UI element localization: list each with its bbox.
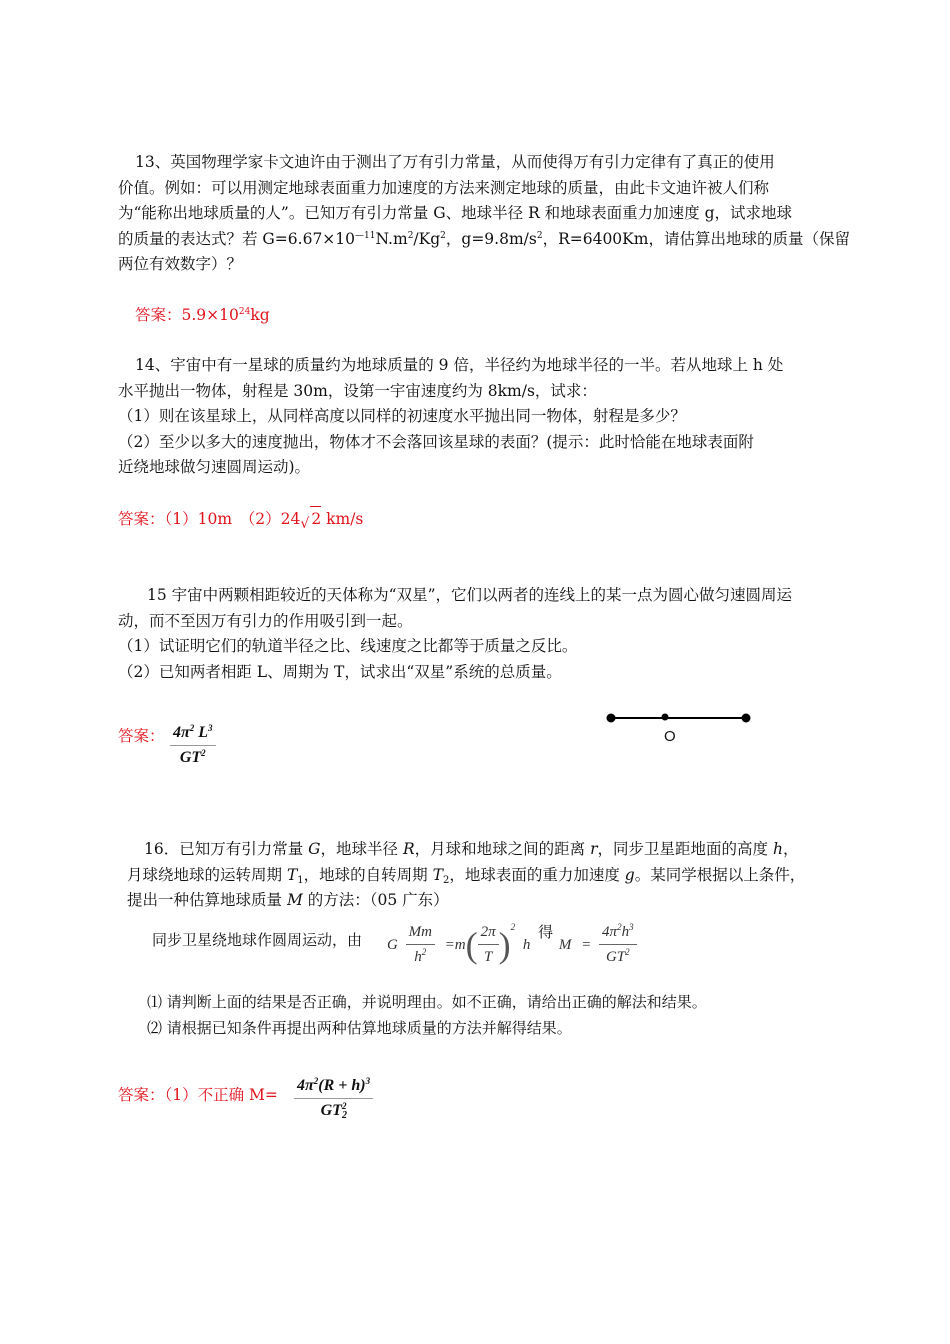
q13-line-3: 为“能称出地球质量的人”。已知万有引力常量 G、地球半径 R 和地球表面重力加速度 g，试求地球 [118,204,793,222]
q16-subquestions [147,990,707,1041]
q14-line-1: 14、宇宙中有一星球的质量约为地球质量的 9 倍，半径约为地球半径的一半。若从地球上 h 处 [135,356,784,374]
q13-line-1: 13、英国物理学家卡文迪许由于测出了万有引力常量，从而使得万有引力定律有了真正的使用 [135,153,775,171]
q13-line-2: 价值。例如：可以用测定地球表面重力加速度的方法来测定地球的质量，由此卡文迪许被人们称 [118,178,770,197]
question-14 [118,353,783,481]
question-15 [118,583,792,685]
q13-answer [135,303,270,329]
q15-line-4: （2）已知两者相距 L、周期为 T，试求出“双星”系统的总质量。 [118,662,562,681]
q14-line-3: （1）则在该星球上，从同样高度以同样的初速度水平抛出同一物体，射程是多少？ [118,407,686,425]
star-right [742,714,751,723]
q16-answer-fraction: $\frac{4\pi^2(R + h)^3}{GT_2^2}$ [294,1076,373,1121]
q16-method: 同步卫星绕地球作圆周运动，由 [152,931,363,949]
q16-answer: 答案：（1）不正确 M= [118,1086,278,1104]
q13-answer-value: $5.9\times 10^{24}kg$ [181,306,270,324]
q16-line-1: 16．已知万有引力常量 G，地球半径 R，月球和地球之间的距离 r，同步卫星距地面的高度 h， [144,840,799,858]
star-left [607,714,616,723]
q13-line-4: 的质量的表达式？若 $G=6.67\times 10^{—11}N.m^2/Kg^2$，$g=9.8m/s^2$，R=6400Km，请估算出地球的质量（保留 [118,229,850,248]
sqrt-symbol: √ [300,516,310,532]
q16-line-3: 提出一种估算地球质量 M 的方法：（05 广东） [127,891,449,909]
q15-answer-label: 答案： [118,727,165,745]
answer-label: 答案： [118,1086,165,1104]
q15-line-2: 动，而不至因万有引力的作用吸引到一起。 [118,611,413,630]
binary-star-diagram [600,705,760,750]
q15-answer-fraction: $\frac{4\pi^2 L^3}{GT^2}$ [170,723,216,768]
q14-answer: 答案：（1）10m （2）24√ 2 km/s [118,506,363,534]
answer-label: 答案： [135,306,182,324]
diagram-label-o: O [664,728,676,745]
q14-line-2: 水平抛出一物体，射程是 30m，设第一宇宙速度约为 8km/s，试求： [118,381,597,400]
q16-sub-2: ⑵ 请根据已知条件再提出两种估算地球质量的方法并解得结果。 [147,1018,572,1037]
q16-line-2: 月球绕地球的运转周期 $T_1$，地球的自转周期 $T_2$，地球表面的重力加速度 g。某同学根据以上条件， [127,865,806,886]
q16-method-equation: G $\frac{Mm}{h^2}$ =m( $\frac{2\pi}{T}$ )$^2$ h 得 M = $\frac{4\pi^2h^3}{GT^2}$ [387,922,637,978]
question-16 [127,837,805,914]
q13-line-5: 两位有效数字）？ [118,255,243,273]
answer-label: 答案： [118,510,165,528]
q14-line-5: 近绕地球做匀速圆周运动)。 [118,458,311,476]
q15-line-3: （1）试证明它们的轨道半径之比、线速度之比都等于质量之反比。 [118,637,578,655]
q15-line-1: 15 宇宙中两颗相距较近的天体称为“双星”，它们以两者的连线上的某一点为圆心做匀速圆周运 [147,586,793,604]
q14-line-4: （2）至少以多大的速度抛出，物体才不会落回该星球的表面？(提示：此时恰能在地球表面附 [118,432,754,451]
question-13 [118,150,850,278]
q16-sub-1: ⑴ 请判断上面的结果是否正确，并说明理由。如不正确，请给出正确的解法和结果。 [147,993,707,1011]
center-point [662,714,669,721]
